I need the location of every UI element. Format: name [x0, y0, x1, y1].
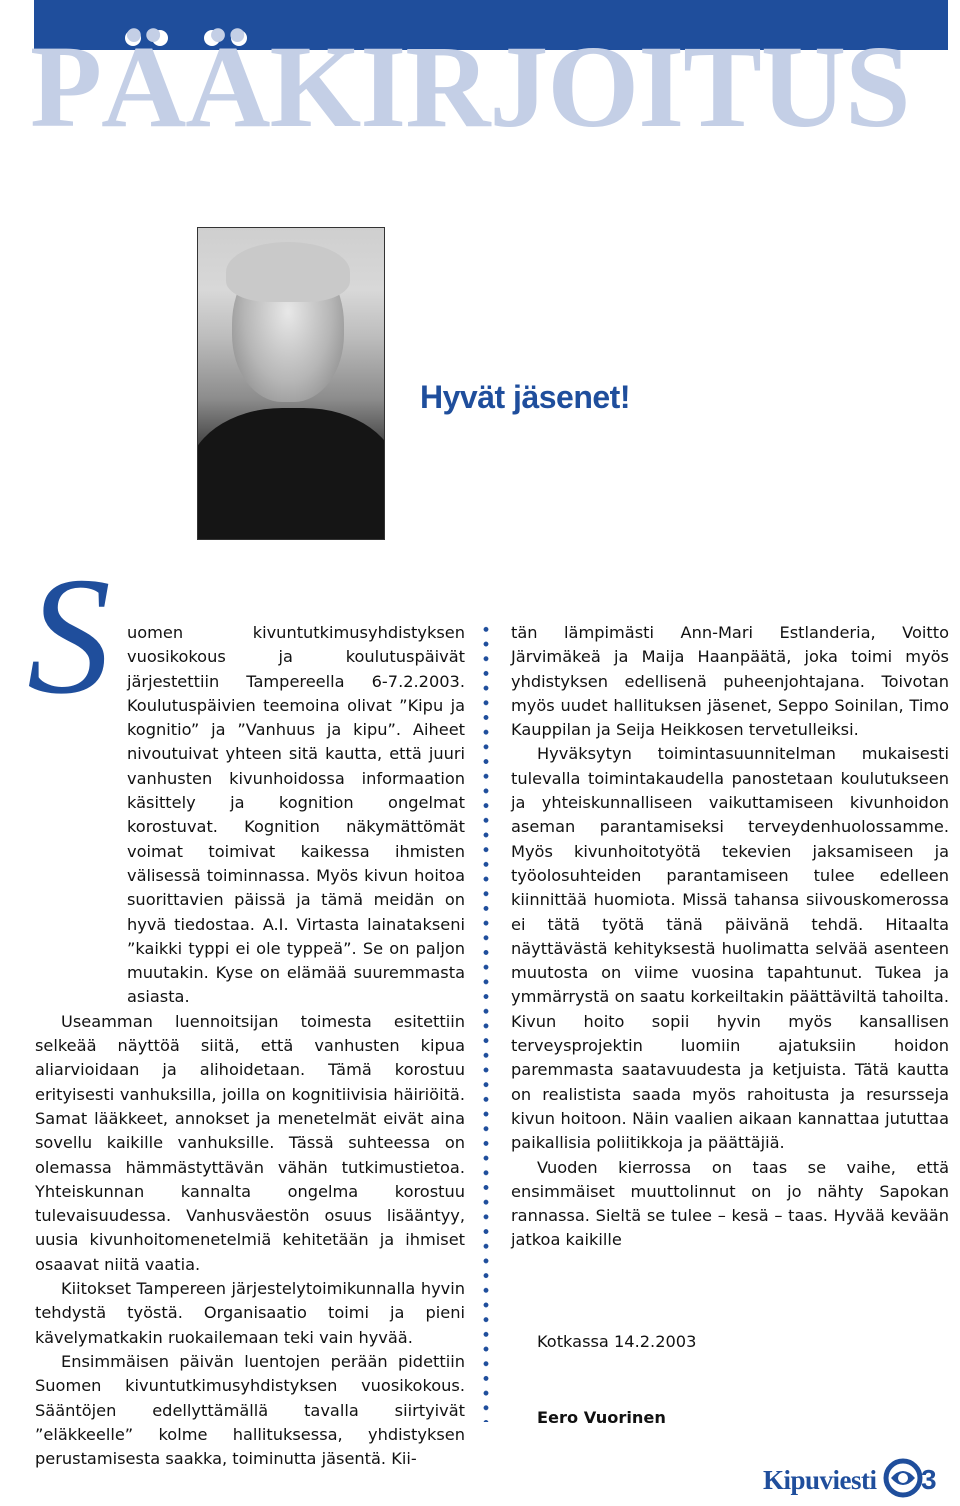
signature-place-date: Kotkassa 14.2.2003	[537, 1332, 697, 1351]
kipuviesti-logo-icon	[883, 1458, 923, 1503]
author-photo	[197, 227, 385, 540]
article-left-column	[35, 621, 465, 1471]
masthead-title: PÄÄKIRJOITUS	[30, 21, 910, 152]
paragraph: Useamman luennoitsijan toimesta esitettiin selkeää näyttöä siitä, että vanhusten kipua aliarvioidaan ja alihoidetaan. Tämä korostuu erityisesti vanhuksilla, joilla on kognitiivisia häiriöitä. Samat lääkkeet, annokset ja menetelmät eivät aina sovellu kaikille vanhuksille. Tässä suhteessa on olemassa hämmästyttävän vähän tutkimustietoa. Yhteiskunnan kannalta ongelma korostuu tulevaisuudessa. Vanhusväestön osuus lisääntyy, uusia kivunhoitomenetelmiä kehitetään ja ihmiset osaavat niitä vaatia.	[35, 1011, 465, 1274]
paragraph: tän lämpimästi Ann-Mari Estlanderia, Voitto Järvimäkeä ja Maija Haanpäätä, joka toimi myös yhdistyksen edellisenä puheenjohtajana. Toivotan myös uudet hallituksen jäsenet, Seppo Soinilan, Timo Kauppilan ja Seija Heikkosen tervetulleiksi.	[511, 623, 949, 740]
signature-name: Eero Vuorinen	[537, 1408, 666, 1427]
headline: Hyvät jäsenet!	[420, 379, 630, 415]
paragraph: Kiitokset Tampereen järjestelytoimikunnalla hyvin tehdystä työstä. Organisaatio toimi ja pieni kävelymatkakin ruokailemaan teki vain hyvää.	[35, 1279, 465, 1347]
column-divider-dots	[482, 622, 490, 1422]
paragraph: Ensimmäisen päivän luentojen perään pidettiin Suomen kivuntutkimusyhdistyksen vuosikokous. Sääntöjen edellyttämällä tavalla siirtyivät ”eläkkeelle” kolme hallituksessa, yhdistyksen perustamisesta saakka, toiminutta jäsentä. Kii-	[35, 1351, 465, 1469]
logo-text: Kipuviesti	[763, 1465, 877, 1495]
article-right-column	[511, 621, 949, 1253]
footer-logo	[763, 1458, 923, 1503]
paragraph: Vuoden kierrossa on taas se vaihe, että ensimmäiset muuttolinnut on jo nähty Sapokan rannassa. Sieltä se tulee – kesä – taas. Hyvää kevään jatkoa kaikille	[511, 1157, 949, 1250]
paragraph: uomen kivuntutkimusyhdistyksen vuosikokous ja koulutuspäivät järjestettiin Tampereella 6-7.2.2003. Koulutuspäivien teemoina olivat ”Kipu ja kognitio” ja ”Vanhuus ja kipu”. Aiheet nivoutuivat yhteen sitä kautta, että juuri vanhusten kivunhoidossa informaation käsittely ja kognition ongelmat korostuvat. Kognition näkymättömät voimat toimivat kaikessa ihmisten välisessä toiminnassa. Myös kivun hoitoa suorittavien päissä ja tämä meidän on hyvä tiedostaa. A.I. Virtasta lainatakseni ”kaikki typpi ei ole typpeä”. Se on paljon muutakin. Kyse on elämää suuremmasta asiasta.	[127, 623, 465, 1007]
paragraph: Hyväksytyn toimintasuunnitelman mukaisesti tulevalla toimintakaudella panostetaan koulutukseen ja yhteiskunnalliseen vaikuttamiseen kivunhoidon aseman parantamiseksi terveydenhuolossamme. Myös kivunhoitotyötä tekevien jaksamiseen ja työolosuhteiden parantamiseen tulee edelleen kiinnittää huomiota. Missä tahansa siivouskomerossa ei tätä työtä tänä päivänä tehdä. Hitaalta näyttävästä kehityksestä huolimatta selvää asenteen muutosta on viime vuosina tapahtunut. Tukea ja ymmärrystä on saatu korkeiltakin päättäviltä tahoilta. Kivun hoito sopii hyvin myös kansallisen terveysprojektin luomiin ajatuksiin hoidon paremmasta saatavuudesta ja ketjuista. Tätä kautta on realistista saada myös rahoitusta ja resursseja kivun hoitoon. Näin vaalien aikaan kannattaa jututtaa paikallisia poliitikkoja ja päättäjiä.	[511, 744, 949, 1153]
drop-cap: S	[27, 543, 111, 729]
page-number: 3	[921, 1464, 937, 1495]
